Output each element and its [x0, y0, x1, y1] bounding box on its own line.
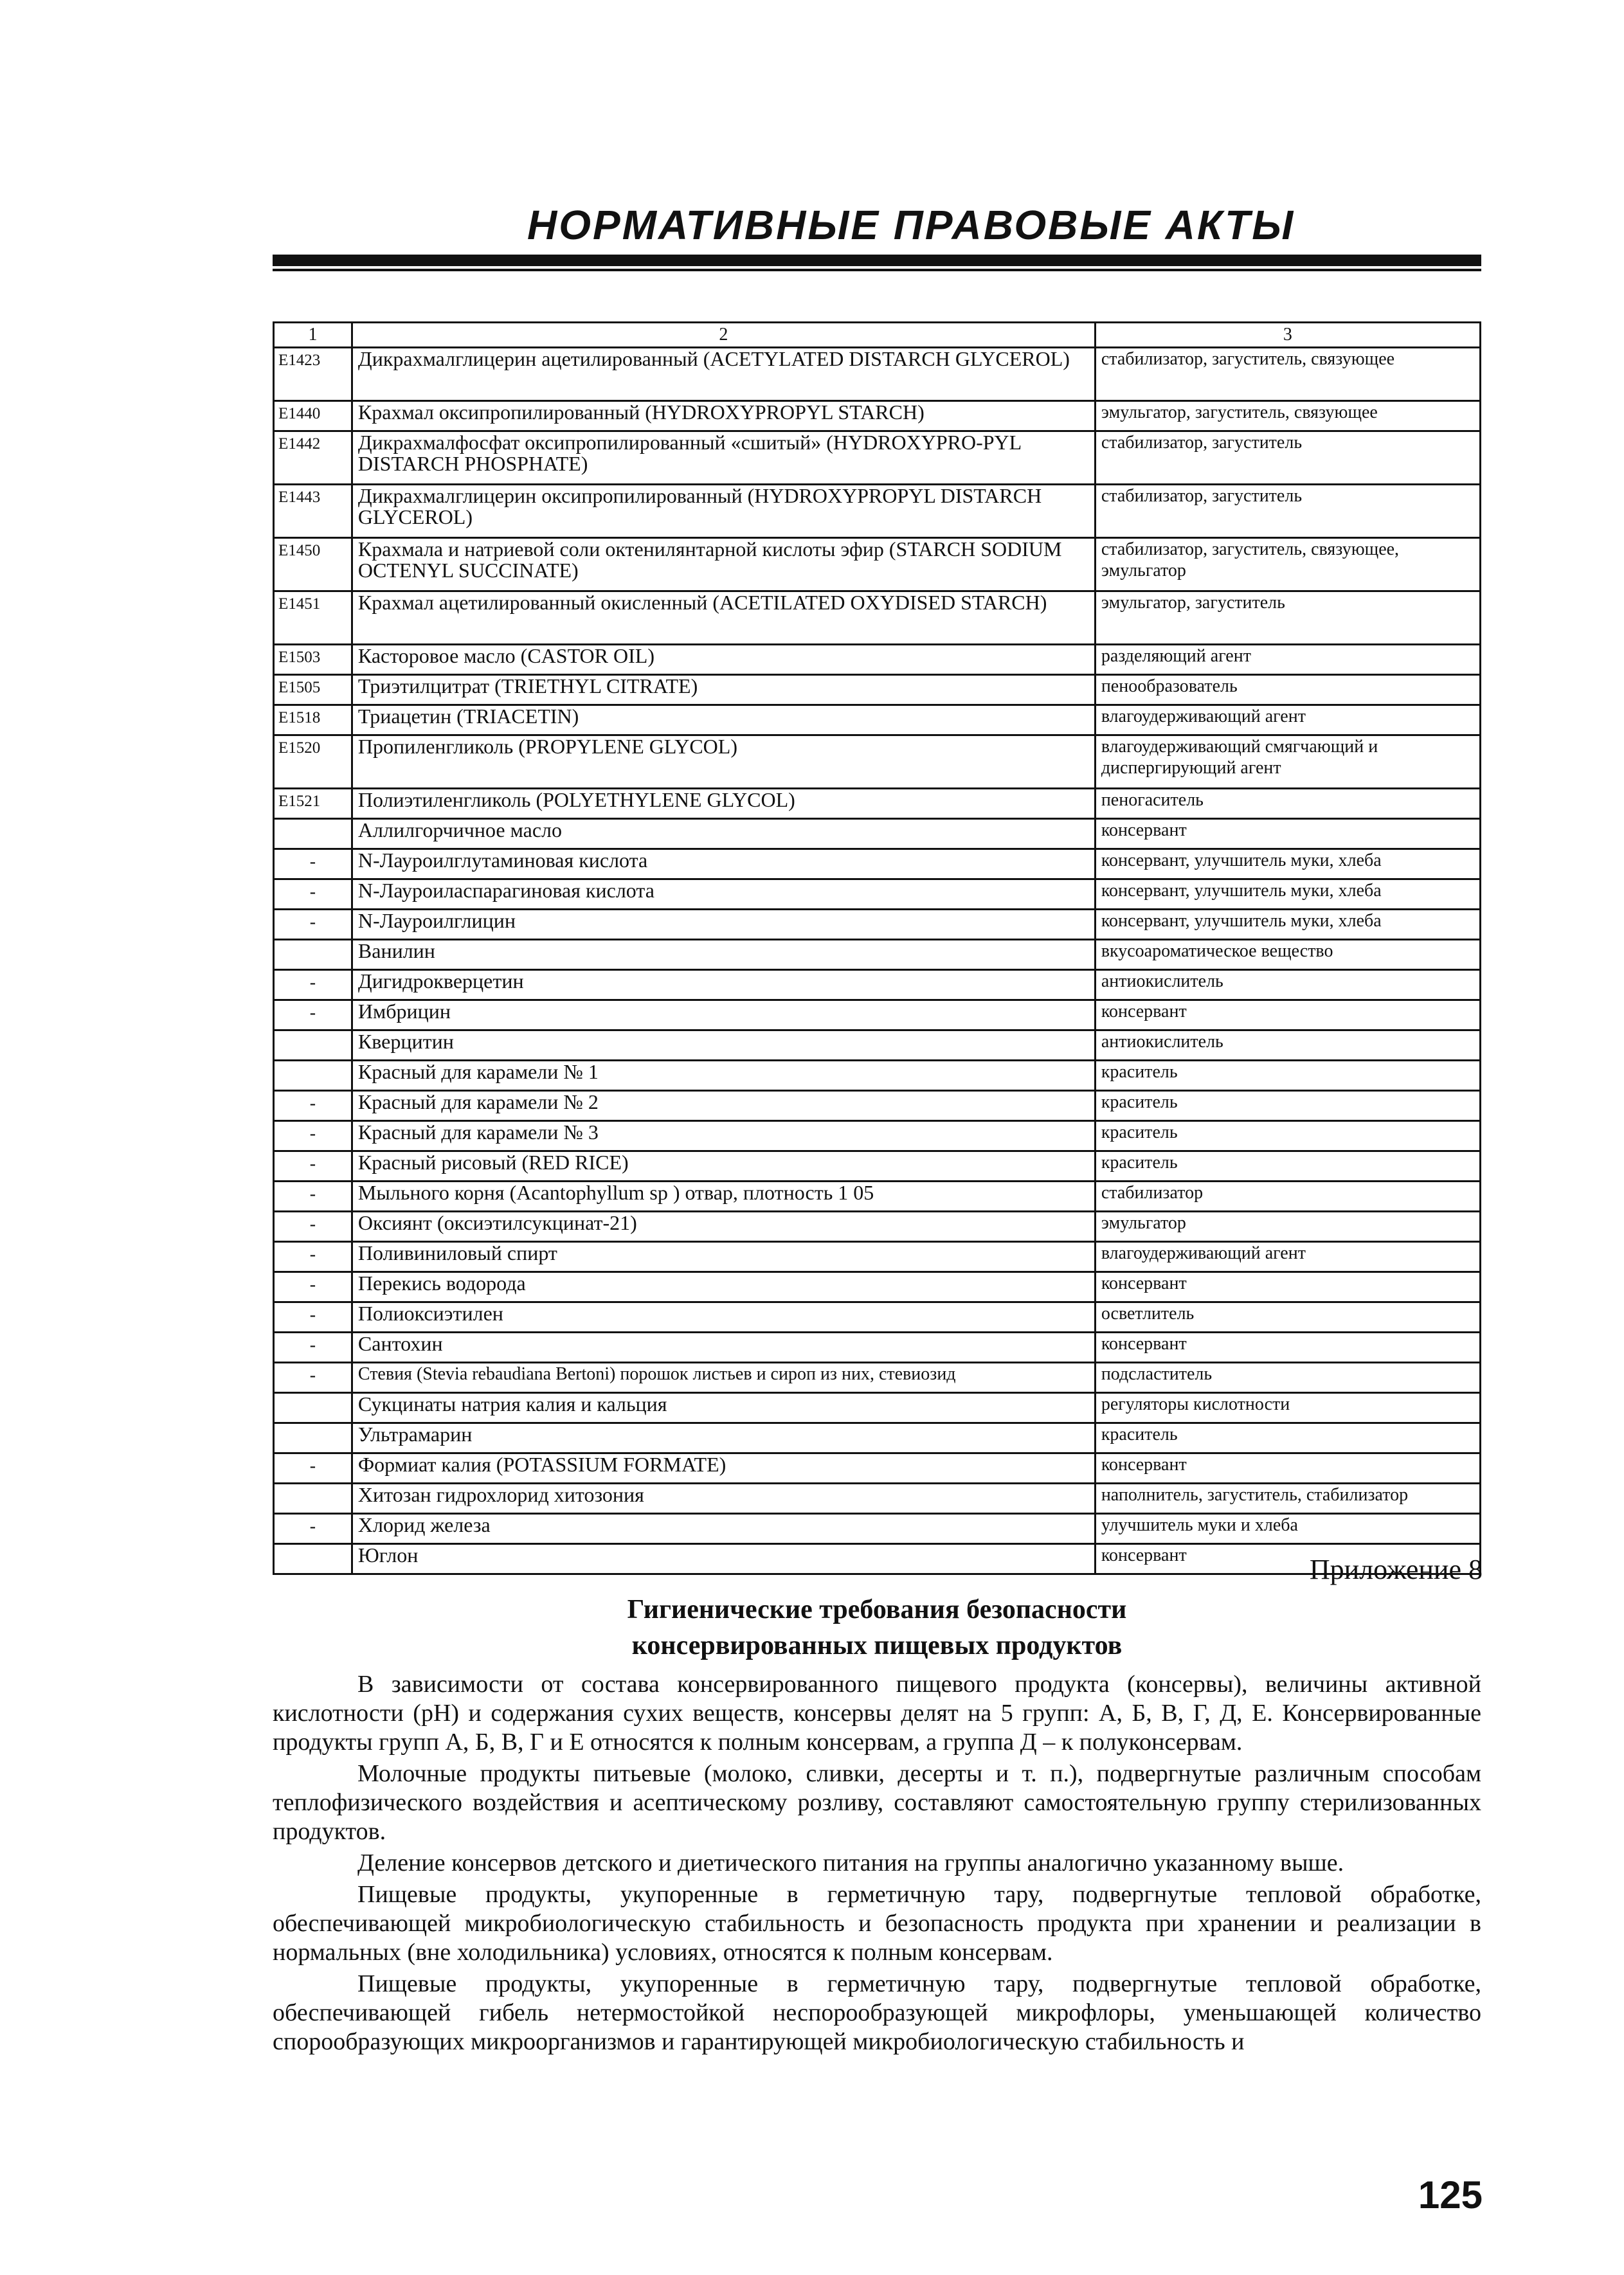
additive-function: антиокислитель: [1095, 1030, 1480, 1061]
table-row: [274, 1030, 1481, 1061]
table-row: [274, 431, 1481, 485]
additive-function: стабилизатор, загуститель: [1095, 485, 1480, 538]
additive-name: Крахмала и натриевой соли октенилянтарной кислоты эфир (STARCH SODIUM OCTENYL SUCCINATE): [352, 538, 1095, 591]
table-row: [274, 1151, 1481, 1182]
additive-function: краситель: [1095, 1061, 1480, 1091]
body-text: [273, 1670, 1481, 2059]
additive-code: [274, 940, 352, 970]
page-number: 125: [1418, 2173, 1483, 2217]
additive-code: E1442: [274, 431, 352, 485]
table-row: [274, 485, 1481, 538]
additive-function: антиокислитель: [1095, 970, 1480, 1000]
table-row: [274, 849, 1481, 879]
additive-function: консервант: [1095, 819, 1480, 849]
additive-function: эмульгатор, загуститель: [1095, 591, 1480, 645]
additive-name: Крахмал ацетилированный окисленный (ACETILATED OXYDISED STARCH): [352, 591, 1095, 645]
additive-name: Имбрицин: [352, 1000, 1095, 1030]
additive-code: E1518: [274, 705, 352, 735]
additive-code: -: [274, 1151, 352, 1182]
table-row: [274, 1242, 1481, 1272]
table-row: [274, 735, 1481, 789]
additive-function: консервант, улучшитель муки, хлеба: [1095, 849, 1480, 879]
table-row: [274, 819, 1481, 849]
table-row: [274, 1333, 1481, 1363]
header-rule: [273, 255, 1481, 266]
paragraph: Пищевые продукты, укупоренные в герметичную тару, подвергнутые тепловой обработке, обеспечивающей гибель нетермостойкой неспорообразующей микрофлоры, уменьшающей количество спорообразующих микроорганизмов и гарантирующей микробиологическую стабильность и: [273, 1970, 1481, 2055]
additive-name: Красный для карамели № 2: [352, 1091, 1095, 1121]
additive-name: Оксиянт (оксиэтилсукцинат-21): [352, 1212, 1095, 1242]
table-row: [274, 645, 1481, 675]
additive-code: -: [274, 1272, 352, 1302]
running-header-title: НОРМАТИВНЫЕ ПРАВОВЫЕ АКТЫ: [527, 202, 1295, 248]
additive-code: [274, 1030, 352, 1061]
additive-code: -: [274, 970, 352, 1000]
additive-name: Хитозан гидрохлорид хитозония: [352, 1484, 1095, 1514]
table-row: [274, 1393, 1481, 1423]
additive-name: Красный для карамели № 1: [352, 1061, 1095, 1091]
paragraph: Деление консервов детского и диетического питания на группы аналогично указанному выше.: [357, 1849, 1344, 1876]
additive-function: краситель: [1095, 1423, 1480, 1453]
additive-name: Формиат калия (POTASSIUM FORMATE): [352, 1453, 1095, 1484]
table-row: [274, 1302, 1481, 1333]
additive-name: Дикрахмалглицерин ацетилированный (ACETYLATED DISTARCH GLYCEROL): [352, 348, 1095, 401]
table-row: [274, 1000, 1481, 1030]
additive-code: E1423: [274, 348, 352, 401]
table-row: [274, 970, 1481, 1000]
additive-code: E1505: [274, 675, 352, 705]
table-row: [274, 1121, 1481, 1151]
additive-name: Сантохин: [352, 1333, 1095, 1363]
additive-code: -: [274, 1514, 352, 1544]
additive-function: консервант: [1095, 1333, 1480, 1363]
additive-code: -: [274, 879, 352, 910]
column-header: 3: [1095, 323, 1480, 348]
additive-code: E1503: [274, 645, 352, 675]
additive-function: стабилизатор, загуститель: [1095, 431, 1480, 485]
additive-name: Аллилгорчичное масло: [352, 819, 1095, 849]
additive-code: -: [274, 1121, 352, 1151]
additive-name: N-Лауроиласпарагиновая кислота: [352, 879, 1095, 910]
table-row: [274, 940, 1481, 970]
additive-name: Красный для карамели № 3: [352, 1121, 1095, 1151]
additive-function: осветлитель: [1095, 1302, 1480, 1333]
section-title: Гигиенические требования безопасности консервированных пищевых продуктов: [627, 1595, 1127, 1660]
additive-code: -: [274, 1302, 352, 1333]
additive-code: -: [274, 1242, 352, 1272]
additive-function: консервант: [1095, 1544, 1480, 1574]
additive-function: наполнитель, загуститель, стабилизатор: [1095, 1484, 1480, 1514]
additive-code: [274, 1061, 352, 1091]
table-row: [274, 1363, 1481, 1393]
additive-function: эмульгатор, загуститель, связующее: [1095, 401, 1480, 431]
additive-code: -: [274, 1091, 352, 1121]
table-row: [274, 789, 1481, 819]
additive-function: стабилизатор, загуститель, связующее: [1095, 348, 1480, 401]
additive-name: Юглон: [352, 1544, 1095, 1574]
additive-code: [274, 1393, 352, 1423]
table-row: [274, 1061, 1481, 1091]
additive-name: Поливиниловый спирт: [352, 1242, 1095, 1272]
additive-code: -: [274, 1333, 352, 1363]
paragraph: Пищевые продукты, укупоренные в герметичную тару, подвергнутые тепловой обработке, обеспечивающей микробиологическую стабильность и безопасность продукта при хранении и реализации в нормальных (вне холодильника) условиях, относятся к полным консервам.: [273, 1881, 1481, 1966]
additive-code: [274, 819, 352, 849]
additive-name: Крахмал оксипропилированный (HYDROXYPROPYL STARCH): [352, 401, 1095, 431]
table-row: [274, 591, 1481, 645]
additive-name: Кверцитин: [352, 1030, 1095, 1061]
additive-function: консервант: [1095, 1000, 1480, 1030]
additive-function: улучшитель муки и хлеба: [1095, 1514, 1480, 1544]
table-row: [274, 1182, 1481, 1212]
table-row: [274, 1423, 1481, 1453]
additive-code: E1440: [274, 401, 352, 431]
table-row: [274, 1272, 1481, 1302]
additive-code: -: [274, 1363, 352, 1393]
appendix-label: Приложение 8: [1309, 1554, 1483, 1585]
additive-function: консервант: [1095, 1272, 1480, 1302]
additive-code: [274, 1484, 352, 1514]
column-header: 1: [274, 323, 352, 348]
additive-name: Касторовое масло (CASTOR OIL): [352, 645, 1095, 675]
table-row: [274, 705, 1481, 735]
table-row: [274, 1514, 1481, 1544]
additive-function: разделяющий агент: [1095, 645, 1480, 675]
table-row: [274, 879, 1481, 910]
additive-name: Ванилин: [352, 940, 1095, 970]
additive-function: эмульгатор: [1095, 1212, 1480, 1242]
additive-code: -: [274, 1453, 352, 1484]
additive-name: Полиэтиленгликоль (POLYETHYLENE GLYCOL): [352, 789, 1095, 819]
additive-name: Мыльного корня (Acantophyllum sp ) отвар, плотность 1 05: [352, 1182, 1095, 1212]
additive-name: Триэтилцитрат (TRIETHYL CITRATE): [352, 675, 1095, 705]
additive-function: краситель: [1095, 1091, 1480, 1121]
table-row: [274, 401, 1481, 431]
table-header-row: [274, 323, 1481, 348]
additive-function: стабилизатор: [1095, 1182, 1480, 1212]
table-row: [274, 910, 1481, 940]
additive-function: влагоудерживающий агент: [1095, 1242, 1480, 1272]
additive-code: -: [274, 1182, 352, 1212]
additive-code: -: [274, 1000, 352, 1030]
additive-name: Пропиленгликоль (PROPYLENE GLYCOL): [352, 735, 1095, 789]
table-row: [274, 538, 1481, 591]
additive-code: E1450: [274, 538, 352, 591]
additive-function: краситель: [1095, 1121, 1480, 1151]
table-row: [274, 1453, 1481, 1484]
table-row: [274, 1484, 1481, 1514]
additive-name: Дикрахмалглицерин оксипропилированный (HYDROXYPROPYL DISTARCH GLYCEROL): [352, 485, 1095, 538]
additive-function: краситель: [1095, 1151, 1480, 1182]
additive-code: E1451: [274, 591, 352, 645]
additive-function: пенообразователь: [1095, 675, 1480, 705]
additive-function: влагоудерживающий смягчающий и диспергирующий агент: [1095, 735, 1480, 789]
table-row: [274, 675, 1481, 705]
additive-code: -: [274, 910, 352, 940]
additive-function: консервант: [1095, 1453, 1480, 1484]
paragraph: Молочные продукты питьевые (молоко, сливки, десерты и т. п.), подвергнутые различным способам теплофизического воздействия и асептическому розливу, составляют самостоятельную группу стерилизованных продуктов.: [273, 1760, 1481, 1845]
additive-function: вкусоароматическое вещество: [1095, 940, 1480, 970]
column-header: 2: [352, 323, 1095, 348]
additive-name: Перекись водорода: [352, 1272, 1095, 1302]
additive-name: Дигидрокверцетин: [352, 970, 1095, 1000]
additive-name: Сукцинаты натрия калия и кальция: [352, 1393, 1095, 1423]
additive-code: -: [274, 1212, 352, 1242]
paragraph: В зависимости от состава консервированного пищевого продукта (консервы), величины активной кислотности (рН) и содержания сухих веществ, консервы делят на 5 групп: А, Б, В, Г, Д, Е. Консервированные продукты групп А, Б, В, Г и Е относятся к полным консервам, а группа Д – к полуконсервам.: [273, 1671, 1481, 1756]
table-row: [274, 348, 1481, 401]
additive-code: E1443: [274, 485, 352, 538]
additive-name: Хлорид железа: [352, 1514, 1095, 1544]
additive-name: Триацетин (TRIACETIN): [352, 705, 1095, 735]
additive-name: Ультрамарин: [352, 1423, 1095, 1453]
table-row: [274, 1091, 1481, 1121]
additive-name: Стевия (Stevia rebaudiana Bertoni) порошок листьев и сироп из них, стевиозид: [352, 1363, 1095, 1393]
table-row: [274, 1544, 1481, 1574]
additive-code: [274, 1423, 352, 1453]
additive-function: регуляторы кислотности: [1095, 1393, 1480, 1423]
additive-function: пеногаситель: [1095, 789, 1480, 819]
table-row: [274, 1212, 1481, 1242]
additive-name: Полиоксиэтилен: [352, 1302, 1095, 1333]
additive-function: подсластитель: [1095, 1363, 1480, 1393]
additive-code: E1521: [274, 789, 352, 819]
additives-table: [273, 321, 1481, 1575]
additive-code: E1520: [274, 735, 352, 789]
additive-function: консервант, улучшитель муки, хлеба: [1095, 879, 1480, 910]
additive-function: стабилизатор, загуститель, связующее, эмульгатор: [1095, 538, 1480, 591]
additive-name: Дикрахмалфосфат оксипропилированный «сшитый» (HYDROXYPRO-PYL DISTARCH PHOSPHATE): [352, 431, 1095, 485]
additive-name: N-Лауроилглутаминовая кислота: [352, 849, 1095, 879]
additive-name: N-Лауроилглицин: [352, 910, 1095, 940]
additive-name: Красный рисовый (RED RICE): [352, 1151, 1095, 1182]
additive-code: -: [274, 849, 352, 879]
additive-function: влагоудерживающий агент: [1095, 705, 1480, 735]
additive-code: [274, 1544, 352, 1574]
additive-function: консервант, улучшитель муки, хлеба: [1095, 910, 1480, 940]
